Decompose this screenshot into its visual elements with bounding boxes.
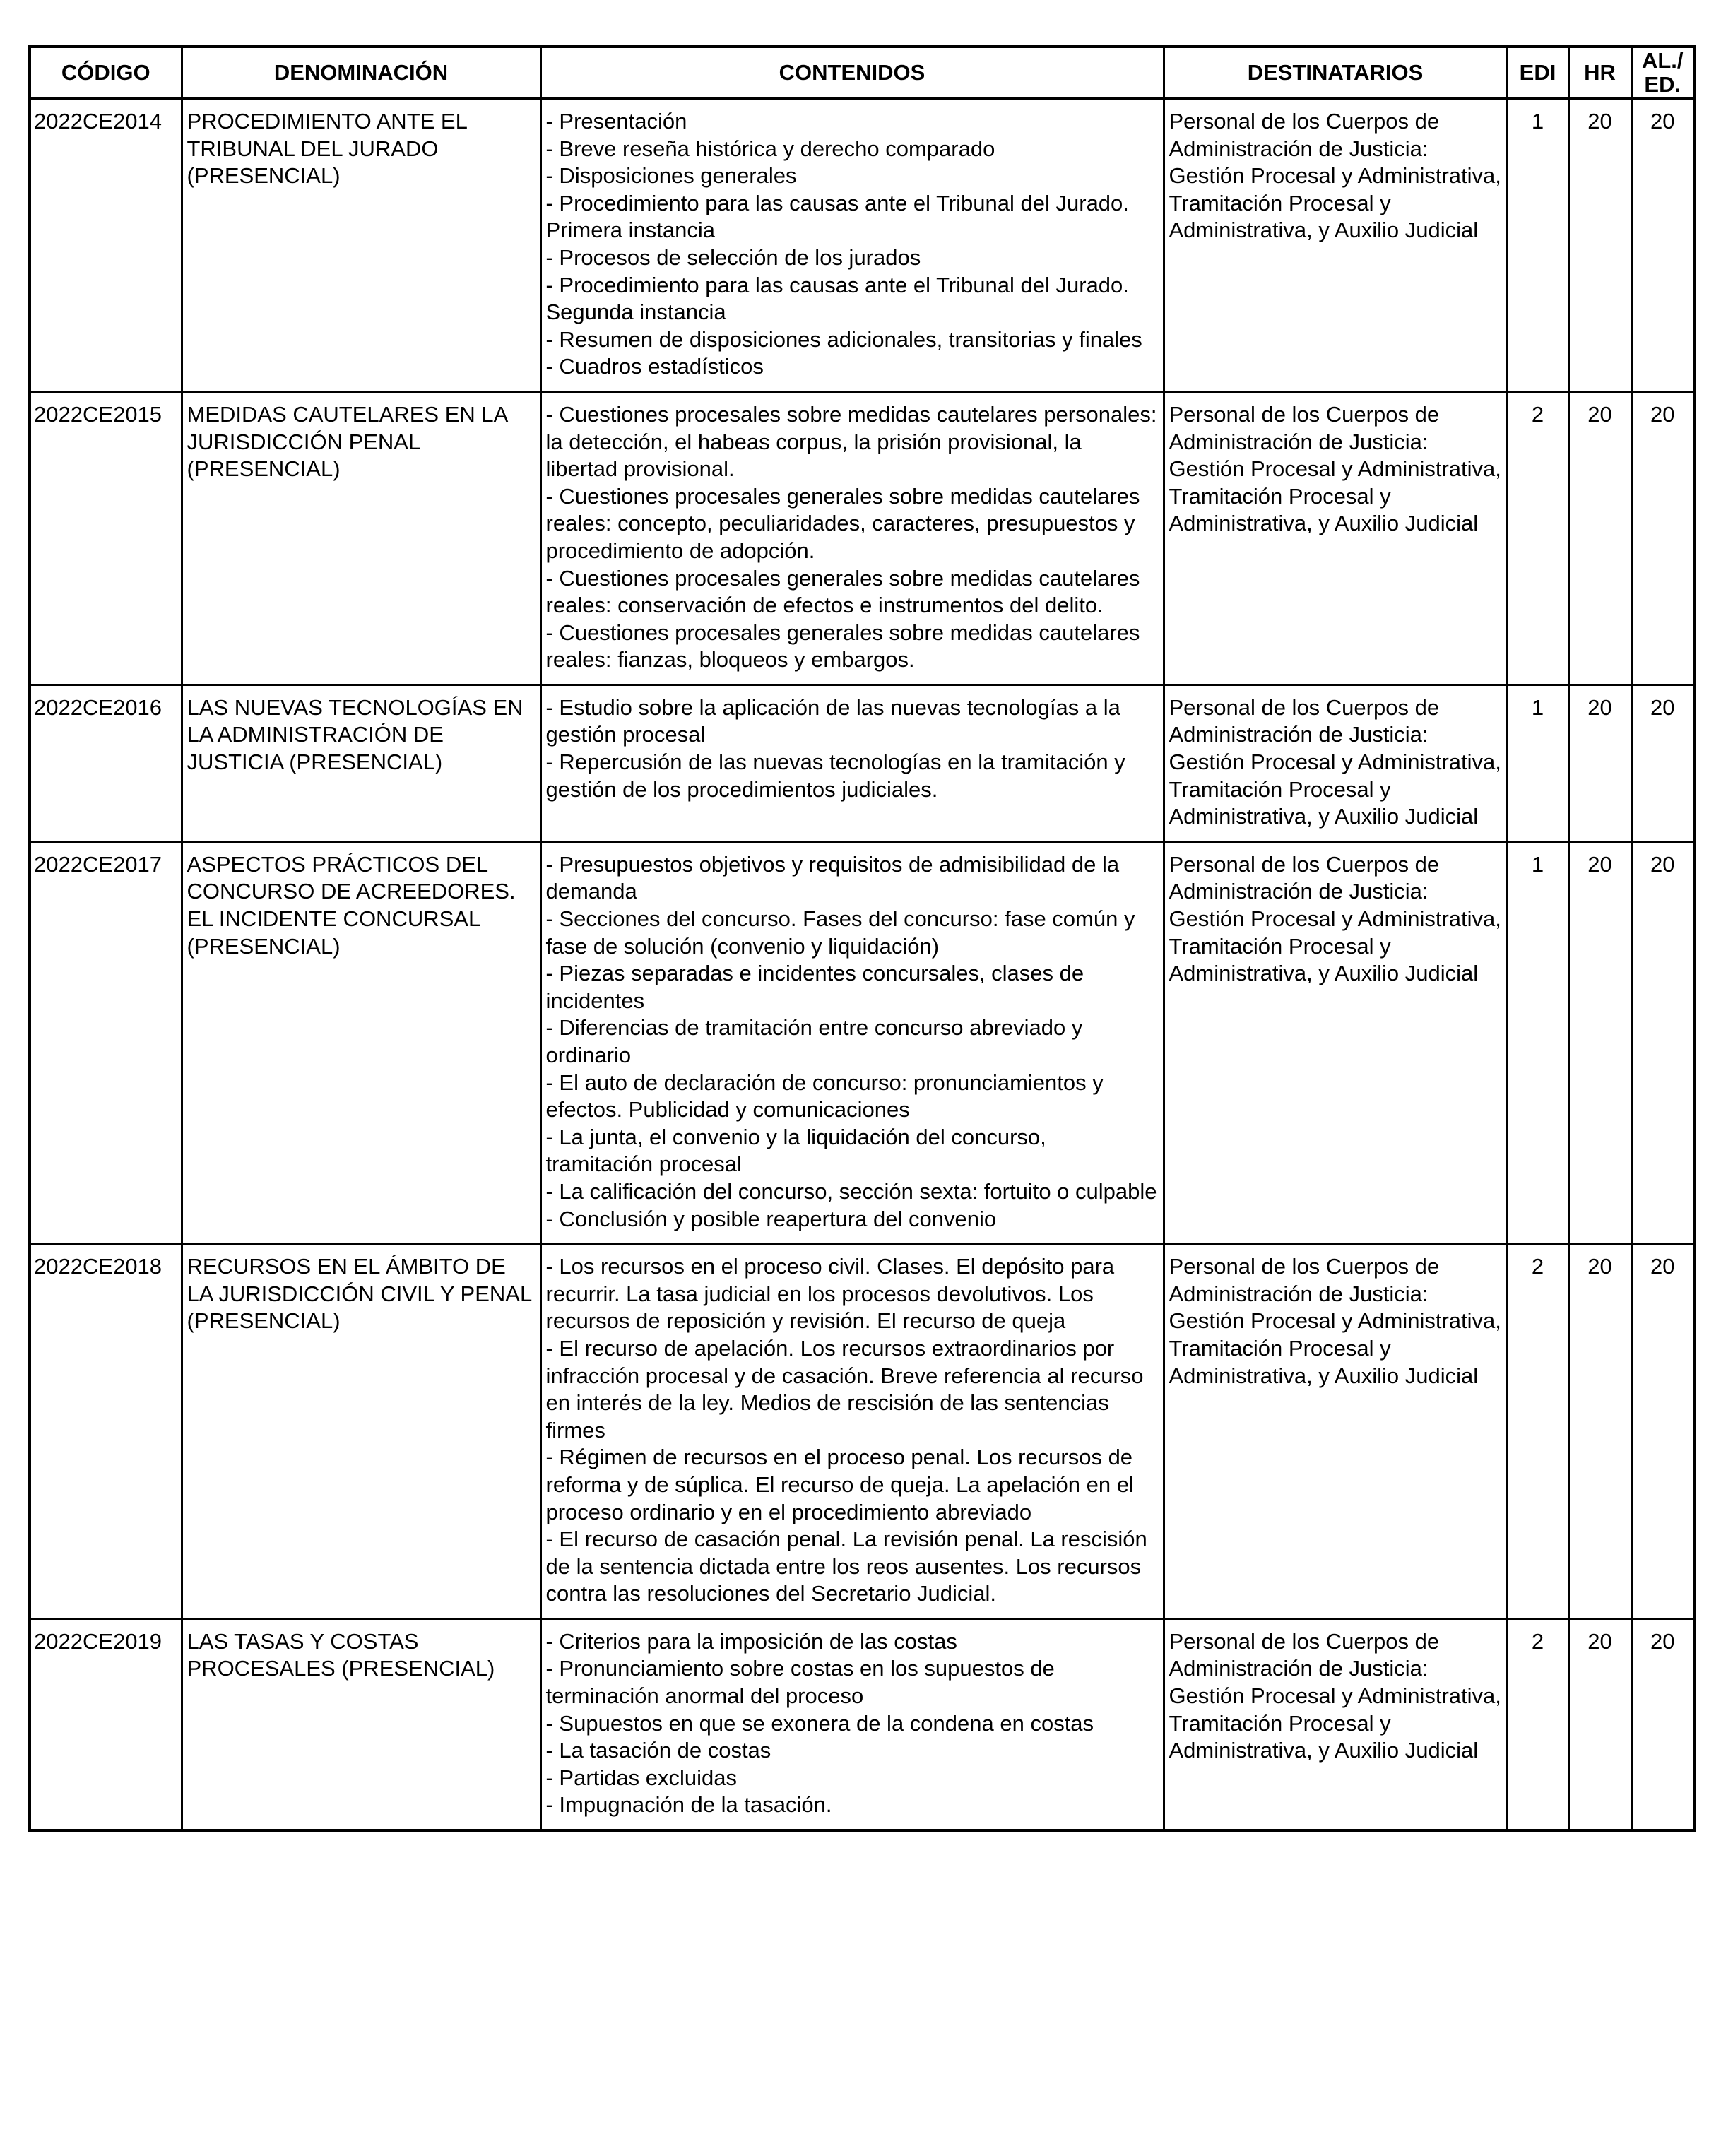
contenido-item: - Régimen de recursos en el proceso penal. Los recursos de reforma y de súplica. El recurso de queja. La apelación en el proceso ordinario y en el procedimiento abreviado — [545, 1445, 1134, 1524]
cell-edi: 2 — [1507, 1244, 1568, 1619]
contenido-item: - Impugnación de la tasación. — [545, 1792, 832, 1818]
cell-contenidos — [540, 1618, 1164, 1830]
table-header — [30, 47, 1694, 99]
header-al-ed-line1: AL./ — [1641, 48, 1684, 73]
cell-al-ed: 20 — [1631, 99, 1694, 392]
contenido-item: - Presentación — [545, 109, 687, 134]
cell-edi: 1 — [1507, 685, 1568, 841]
cell-denominacion: RECURSOS EN EL ÁMBITO DE LA JURISDICCIÓN CIVIL Y PENAL (PRESENCIAL) — [182, 1244, 540, 1619]
contenido-item: - La calificación del concurso, sección sexta: fortuito o culpable — [545, 1178, 1157, 1204]
table-row — [30, 391, 1694, 685]
contenido-item: - Supuestos en que se exonera de la condena en costas — [545, 1710, 1094, 1736]
contenido-item: - Diferencias de tramitación entre concurso abreviado y ordinario — [545, 1015, 1083, 1067]
contenido-item: - Repercusión de las nuevas tecnologías en la tramitación y gestión de los procedimientos judiciales. — [545, 750, 1125, 802]
cell-contenidos — [540, 99, 1164, 392]
table-row — [30, 99, 1694, 392]
header-denominacion: DENOMINACIÓN — [182, 47, 540, 99]
header-edi: EDI — [1507, 47, 1568, 99]
cell-contenidos — [540, 841, 1164, 1243]
header-row — [30, 47, 1694, 99]
header-hr: HR — [1568, 47, 1631, 99]
cell-destinatarios: Personal de los Cuerpos de Administración de Justicia: Gestión Procesal y Administrativa, Tramitación Procesal y Administrativa, y Auxilio Judicial — [1164, 391, 1507, 685]
contenido-item: - La junta, el convenio y la liquidación del concurso, tramitación procesal — [545, 1124, 1046, 1177]
cell-codigo: 2022CE2018 — [30, 1244, 182, 1619]
cell-codigo: 2022CE2014 — [30, 99, 182, 392]
contenido-item: - Conclusión y posible reapertura del convenio — [545, 1206, 997, 1231]
table-row — [30, 1244, 1694, 1619]
cell-edi: 2 — [1507, 391, 1568, 685]
contenido-item: - Los recursos en el proceso civil. Clases. El depósito para recurrir. La tasa judicial en los procesos devolutivos. Los recursos de reposición y revisión. El recurso de queja — [545, 1254, 1115, 1334]
cell-hr: 20 — [1568, 99, 1631, 392]
contenido-item: - Cuestiones procesales sobre medidas cautelares personales: la detección, el habeas corpus, la prisión provisional, la libertad provisional. — [545, 401, 1157, 482]
contenido-item: - Estudio sobre la aplicación de las nuevas tecnologías a la gestión procesal — [545, 694, 1120, 747]
contenido-item: - El recurso de apelación. Los recursos extraordinarios por infracción procesal y de casación. Breve referencia al recurso en interés de la ley. Medios de rescisión de las sentencias firmes — [545, 1335, 1144, 1443]
cell-al-ed: 20 — [1631, 391, 1694, 685]
cell-hr: 20 — [1568, 1244, 1631, 1619]
cell-denominacion: LAS TASAS Y COSTAS PROCESALES (PRESENCIAL) — [182, 1618, 540, 1830]
contenido-item: - Breve reseña histórica y derecho comparado — [545, 136, 995, 161]
contenido-item: - Procedimiento para las causas ante el Tribunal del Jurado. Primera instancia — [545, 190, 1129, 243]
contenido-item: - El auto de declaración de concurso: pronunciamientos y efectos. Publicidad y comunicaciones — [545, 1070, 1104, 1123]
contenido-item: - Cuestiones procesales generales sobre medidas cautelares reales: concepto, peculiaridades, caracteres, presupuestos y procedimiento de adopción. — [545, 483, 1140, 563]
header-al-ed-line2: ED. — [1644, 72, 1681, 97]
cell-contenidos — [540, 685, 1164, 841]
contenido-item: - Cuadros estadísticos — [545, 354, 764, 379]
table-row — [30, 841, 1694, 1243]
cell-contenidos — [540, 391, 1164, 685]
cell-edi: 2 — [1507, 1618, 1568, 1830]
cell-codigo: 2022CE2015 — [30, 391, 182, 685]
cell-hr: 20 — [1568, 685, 1631, 841]
cell-al-ed: 20 — [1631, 841, 1694, 1243]
cell-codigo: 2022CE2019 — [30, 1618, 182, 1830]
cell-destinatarios: Personal de los Cuerpos de Administración de Justicia: Gestión Procesal y Administrativa, Tramitación Procesal y Administrativa, y Auxilio Judicial — [1164, 1618, 1507, 1830]
cell-denominacion: ASPECTOS PRÁCTICOS DEL CONCURSO DE ACREEDORES. EL INCIDENTE CONCURSAL (PRESENCIAL) — [182, 841, 540, 1243]
cell-denominacion: PROCEDIMIENTO ANTE EL TRIBUNAL DEL JURADO (PRESENCIAL) — [182, 99, 540, 392]
cell-codigo: 2022CE2016 — [30, 685, 182, 841]
contenido-item: - El recurso de casación penal. La revisión penal. La rescisión de la sentencia dictada entre los reos ausentes. Los recursos contra las resoluciones del Secretario Judicial. — [545, 1527, 1147, 1606]
cell-denominacion: MEDIDAS CAUTELARES EN LA JURISDICCIÓN PENAL (PRESENCIAL) — [182, 391, 540, 685]
header-codigo: CÓDIGO — [30, 47, 182, 99]
cell-destinatarios: Personal de los Cuerpos de Administración de Justicia: Gestión Procesal y Administrativa, Tramitación Procesal y Administrativa, y Auxilio Judicial — [1164, 841, 1507, 1243]
contenido-item: - La tasación de costas — [545, 1738, 771, 1763]
cell-destinatarios: Personal de los Cuerpos de Administración de Justicia: Gestión Procesal y Administrativa, Tramitación Procesal y Administrativa, y Auxilio Judicial — [1164, 99, 1507, 392]
contenido-item: - Cuestiones procesales generales sobre medidas cautelares reales: fianzas, bloqueos y embargos. — [545, 620, 1140, 673]
table-body — [30, 99, 1694, 1831]
contenido-item: - Procesos de selección de los jurados — [545, 244, 921, 270]
contenido-item: - Cuestiones procesales generales sobre medidas cautelares reales: conservación de efectos e instrumentos del delito. — [545, 565, 1140, 618]
contenido-item: - Partidas excluidas — [545, 1765, 738, 1790]
contenido-item: - Pronunciamiento sobre costas en los supuestos de terminación anormal del proceso — [545, 1656, 1055, 1709]
cell-edi: 1 — [1507, 99, 1568, 392]
contenido-item: - Resumen de disposiciones adicionales, transitorias y finales — [545, 326, 1142, 352]
cell-destinatarios: Personal de los Cuerpos de Administración de Justicia: Gestión Procesal y Administrativa, Tramitación Procesal y Administrativa, y Auxilio Judicial — [1164, 685, 1507, 841]
contenido-item: - Presupuestos objetivos y requisitos de admisibilidad de la demanda — [545, 851, 1120, 904]
cell-hr: 20 — [1568, 391, 1631, 685]
cell-al-ed: 20 — [1631, 685, 1694, 841]
contenido-item: - Disposiciones generales — [545, 163, 797, 189]
cell-al-ed: 20 — [1631, 1618, 1694, 1830]
cell-hr: 20 — [1568, 841, 1631, 1243]
contenido-item: - Criterios para la imposición de las costas — [545, 1628, 957, 1654]
cell-hr: 20 — [1568, 1618, 1631, 1830]
cell-denominacion: LAS NUEVAS TECNOLOGÍAS EN LA ADMINISTRACIÓN DE JUSTICIA (PRESENCIAL) — [182, 685, 540, 841]
contenido-item: - Secciones del concurso. Fases del concurso: fase común y fase de solución (convenio y liquidación) — [545, 906, 1135, 959]
header-destinatarios: DESTINATARIOS — [1164, 47, 1507, 99]
cell-contenidos — [540, 1244, 1164, 1619]
cell-destinatarios: Personal de los Cuerpos de Administración de Justicia: Gestión Procesal y Administrativa, Tramitación Procesal y Administrativa, y Auxilio Judicial — [1164, 1244, 1507, 1619]
course-table — [28, 45, 1696, 1832]
table-row — [30, 685, 1694, 841]
cell-al-ed: 20 — [1631, 1244, 1694, 1619]
contenido-item: - Piezas separadas e incidentes concursales, clases de incidentes — [545, 961, 1084, 1013]
header-al-ed — [1631, 47, 1694, 99]
cell-codigo: 2022CE2017 — [30, 841, 182, 1243]
table-row — [30, 1618, 1694, 1830]
contenido-item: - Procedimiento para las causas ante el Tribunal del Jurado. Segunda instancia — [545, 272, 1129, 325]
cell-edi: 1 — [1507, 841, 1568, 1243]
header-contenidos: CONTENIDOS — [540, 47, 1164, 99]
